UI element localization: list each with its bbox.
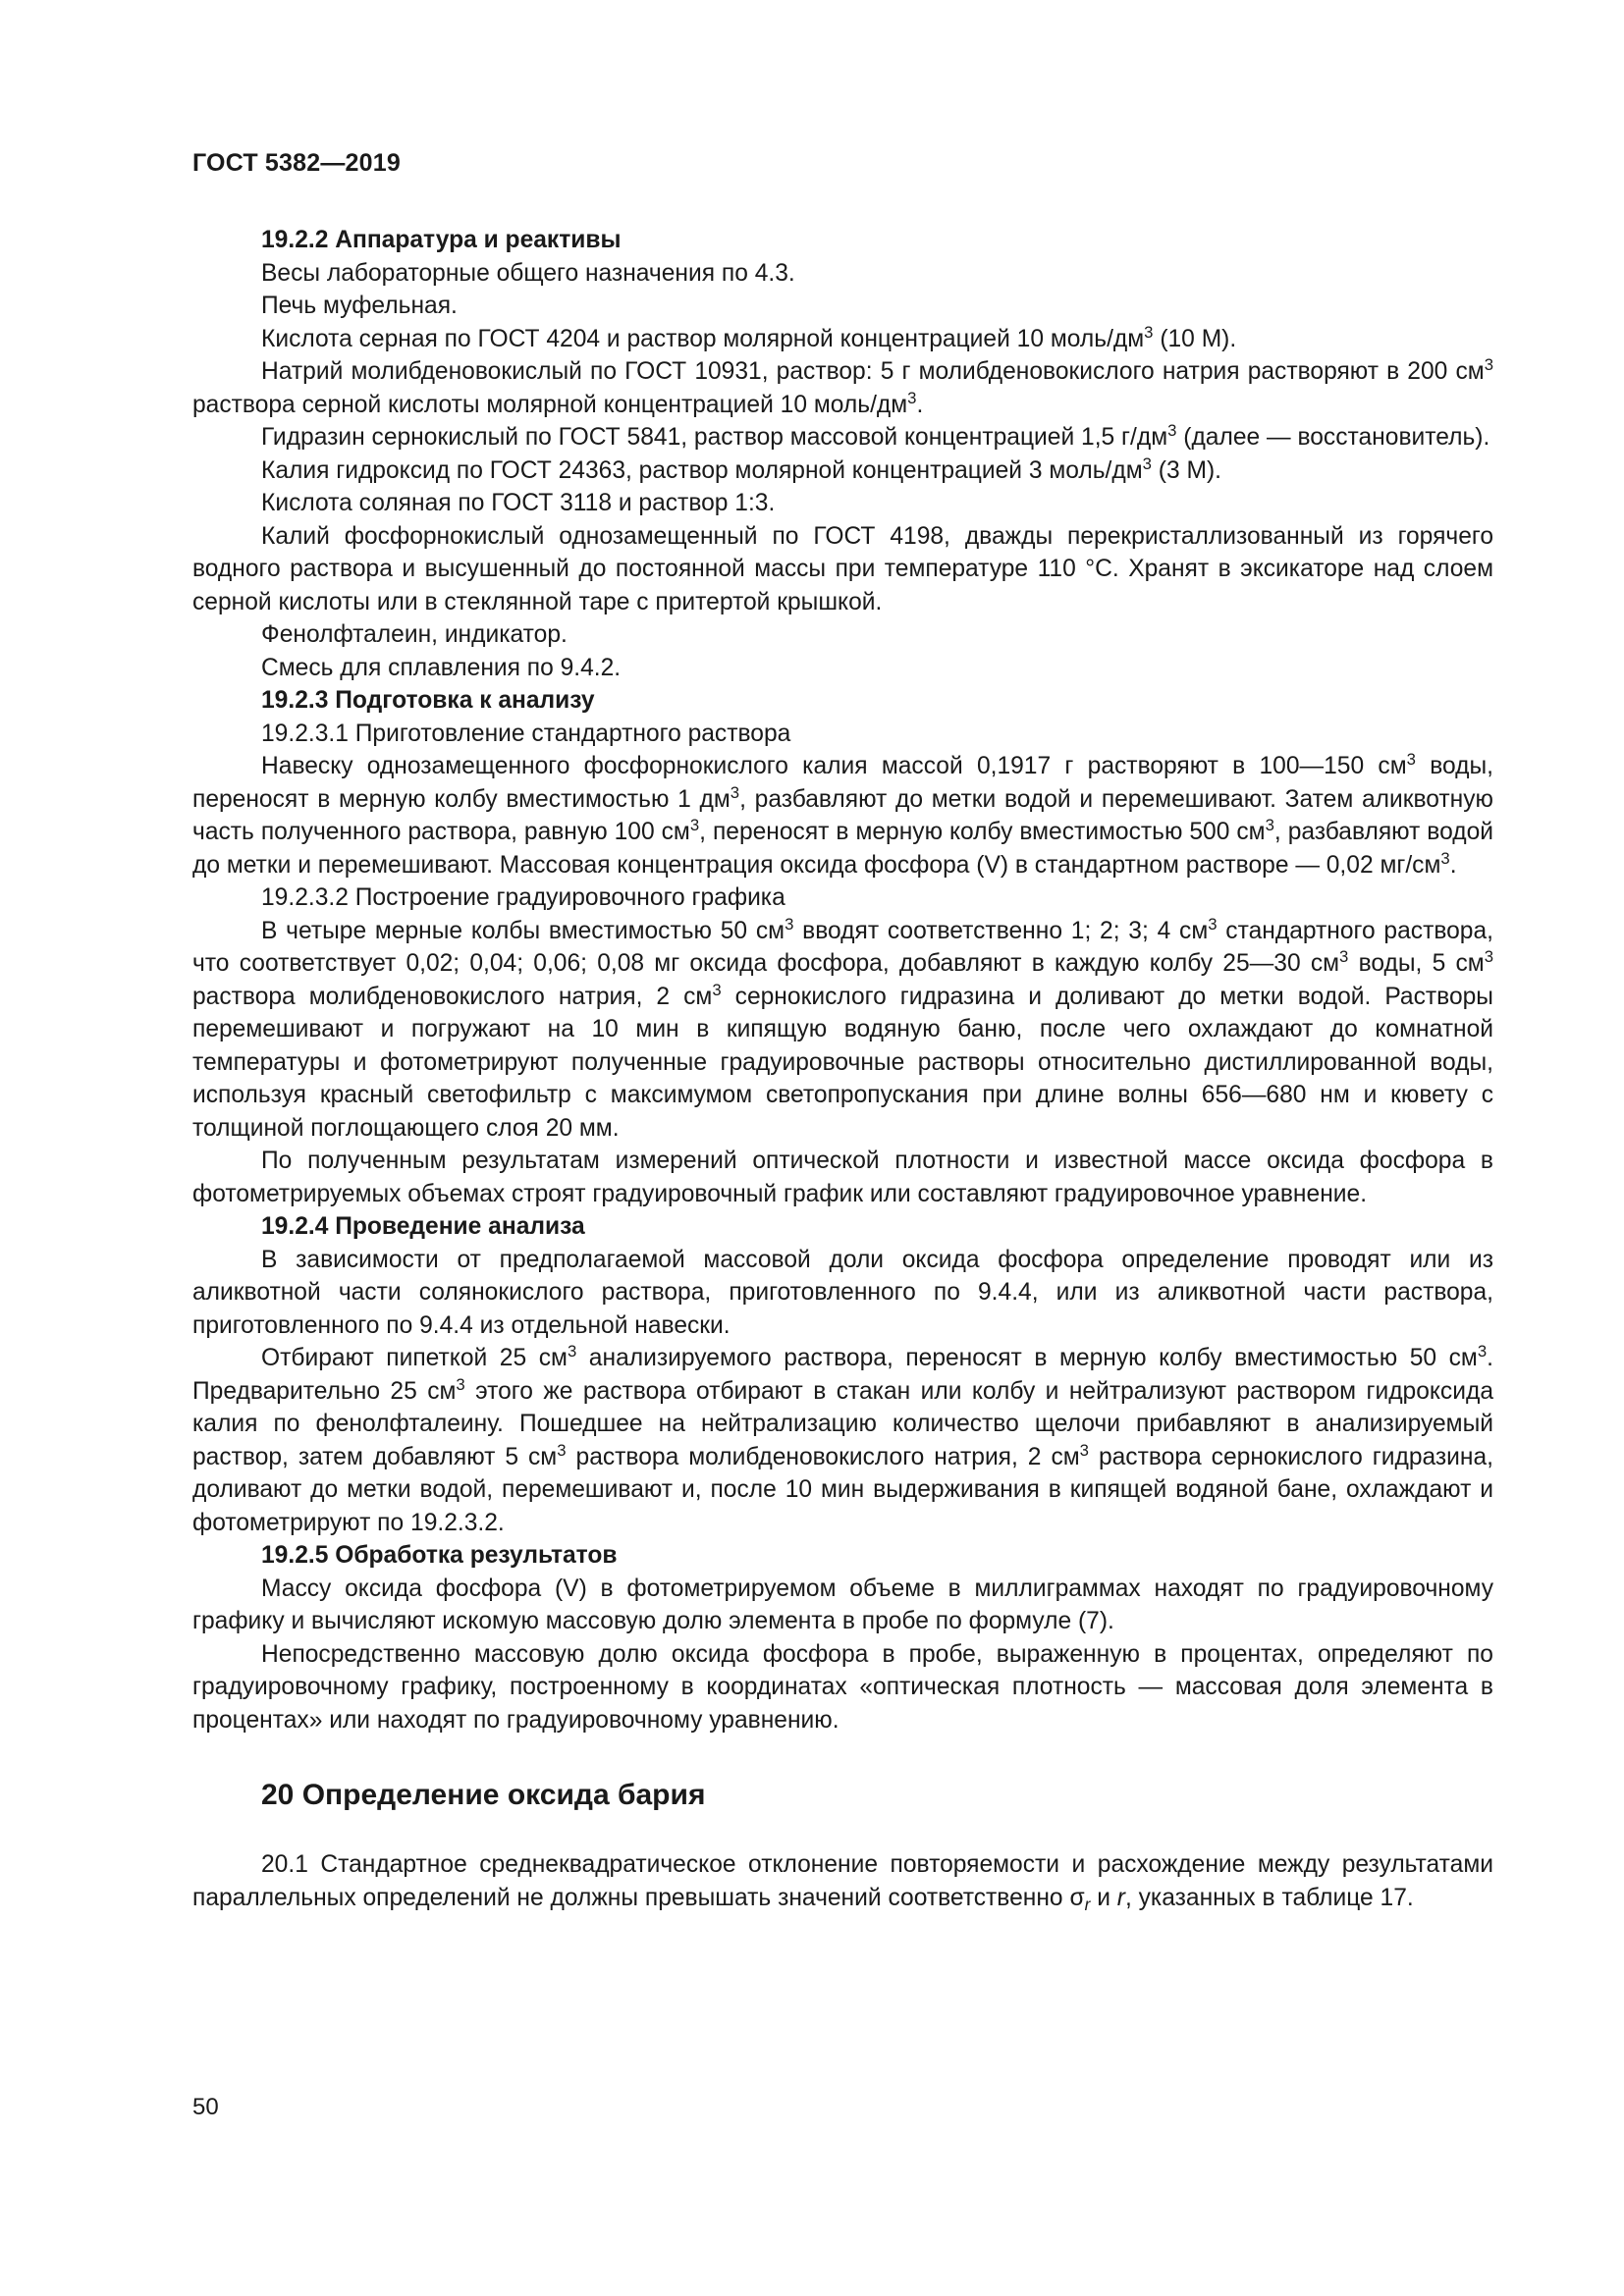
section-19-2-2-title: 19.2.2 Аппаратура и реактивы bbox=[261, 227, 622, 253]
subsection-title: 19.2.3.2 Построение градуировочного графика bbox=[261, 884, 785, 911]
section-19-2-3-title: 19.2.3 Подготовка к анализу bbox=[261, 687, 595, 714]
page-number: 50 bbox=[192, 2094, 219, 2120]
paragraph: Печь муфельная. bbox=[261, 293, 458, 319]
paragraph: В четыре мерные колбы вместимостью 50 $см^3$ вводят соответственно 1; 2; 3; 4 $см^3$ стандартного раствора, что соответствует 0,02; 0,04; 0,06; 0,08 мг оксида фосфора, добавляют в каждую колбу 25—30 $см^3$ воды, 5 $см^3$ раствора молибденовокислого натрия, 2 $см^3$ сернокислого гидразина и доливают до метки водой. Растворы перемешивают и погружают на 10 мин в кипящую водяную баню, после чего охлаждают до комнатной температуры и фотометрируют полученные градуировочные растворы относительно дистиллированной воды, используя красный светофильтр с максимумом светопропускания при длине волны 656—680 нм и кювету с толщиной поглощающего слоя 20 мм. bbox=[192, 914, 1494, 1142]
paragraph: Натрий молибденовокислый по ГОСТ 10931, раствор: 5 г молибденовокислого натрия растворяют в 200 $см^3$ раствора серной кислоты молярной концентрацией 10 моль/$дм^3$. bbox=[192, 354, 1493, 418]
section-20-title: 20 Определение оксида бария bbox=[261, 1779, 706, 1811]
paragraph: Массу оксида фосфора (V) в фотометрируемом объеме в миллиграммах находят по градуировочному графику и вычисляют искомую массовую долю элемента в пробе по формуле (7). bbox=[192, 1575, 1493, 1634]
paragraph: Калий фосфорнокислый однозамещенный по ГОСТ 4198, дважды перекристаллизованный из горячего водного раствора и высушенный до постоянной массы при температуре 110 °С. Хранят в эксикаторе над слоем серной кислоты или в стеклянной таре с притертой крышкой. bbox=[192, 522, 1493, 615]
paragraph: Фенолфталеин, индикатор. bbox=[261, 621, 568, 648]
section-19-2-5-title: 19.2.5 Обработка результатов bbox=[261, 1542, 618, 1569]
paragraph: Навеску однозамещенного фосфорнокислого калия массой 0,1917 г растворяют в 100—150 $см^3$ воды, переносят в мерную колбу вместимостью 1 $дм^3$, разбавляют до метки водой и перемешивают. Затем аликвотную часть полученного раствора, равную 100 $см^3$, переносят в мерную колбу вместимостью 500 $см^3$, разбавляют водой до метки и перемешивают. Массовая концентрация оксида фосфора (V) в стандартном растворе — 0,02 $мг/см^3$. bbox=[192, 749, 1493, 879]
paragraph: В зависимости от предполагаемой массовой доли оксида фосфора определение проводят или из аликвотной части солянокислого раствора, приготовленного по 9.4.4, или из аликвотной части раствора, приготовленного по 9.4.4 из отдельной навески. bbox=[192, 1246, 1493, 1339]
paragraph: Непосредственно массовую долю оксида фосфора в пробе, выраженную в процентах, определяют по градуировочному графику, построенному в координатах «оптическая плотность — массовая доля элемента в процентах» или находят по градуировочному уравнению. bbox=[192, 1640, 1493, 1734]
paragraph: Калия гидроксид по ГОСТ 24363, раствор молярной концентрацией 3 моль/$дм^3$ (3 М). bbox=[261, 454, 1222, 484]
paragraph: По полученным результатам измерений оптической плотности и известной массе оксида фосфора в фотометрируемых объемах строят градуировочный график или составляют градуировочное уравнение. bbox=[192, 1148, 1493, 1207]
page-content bbox=[192, 224, 1493, 1914]
paragraph: Отбирают пипеткой 25 $см^3$ анализируемого раствора, переносят в мерную колбу вместимостью 50 $см^3$. Предварительно 25 $см^3$ этого же раствора отбирают в стакан или колбу и нейтрализуют раствором гидроксида калия по фенолфталеину. Пошедшее на нейтрализацию количество щелочи прибавляют в анализируемый раствор, затем добавляют 5 $см^3$ раствора молибденовокислого натрия, 2 $см^3$ раствора сернокислого гидразина, доливают до метки водой, перемешивают и, после 10 мин выдерживания в кипящей водяной бане, охлаждают и фотометрируют по 19.2.3.2. bbox=[192, 1341, 1494, 1536]
paragraph: 20.1 Стандартное среднеквадратическое отклонение повторяемости и расхождение между результатами параллельных определений не должны превышать значений соответственно $\sigma_r$ и r, указанных в таблице 17. bbox=[192, 1851, 1493, 1914]
paragraph: Смесь для сплавления по 9.4.2. bbox=[261, 654, 622, 681]
section-19-2-4-title: 19.2.4 Проведение анализа bbox=[261, 1213, 585, 1240]
subsection-title: 19.2.3.1 Приготовление стандартного раствора bbox=[261, 720, 791, 747]
paragraph: Кислота соляная по ГОСТ 3118 и раствор 1:3. bbox=[261, 490, 776, 516]
paragraph: Кислота серная по ГОСТ 4204 и раствор молярной концентрацией 10 моль/$дм^3$ (10 М). bbox=[261, 322, 1237, 352]
document-code-header: ГОСТ 5382—2019 bbox=[192, 149, 401, 177]
paragraph: Гидразин сернокислый по ГОСТ 5841, раствор массовой концентрацией 1,5 $г/дм^3$ (далее — восстановитель). bbox=[261, 420, 1490, 451]
paragraph: Весы лабораторные общего назначения по 4.3. bbox=[261, 259, 795, 287]
